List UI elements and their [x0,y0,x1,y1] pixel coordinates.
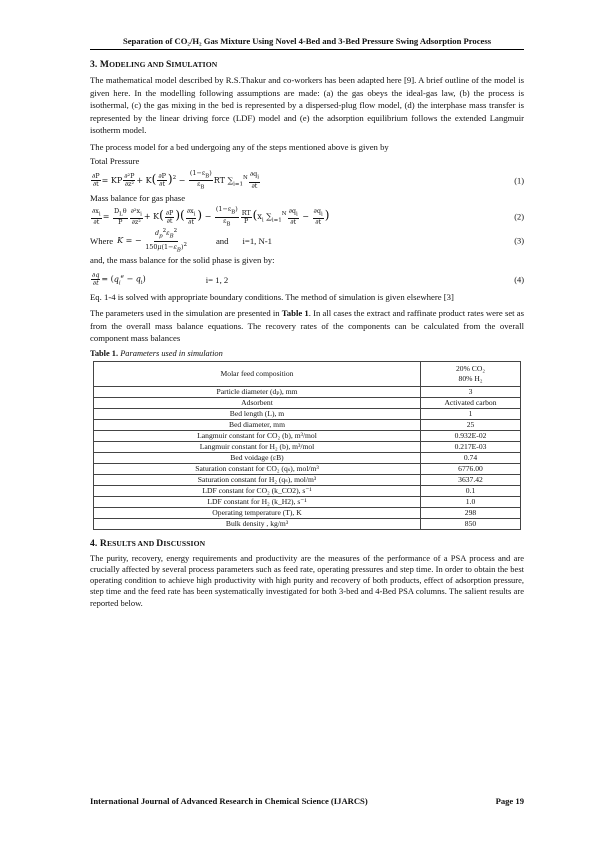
paragraph-model-intro: The mathematical model described by R.S.Thakur and co-workers has been adapted here [9]. A brief outline of the model is given here. In the modelling following assumptions are made: (a) the gas obeys the ideal-gas law, (b) the process is isothermal, (c) the gas mixing in the bed is represented by a dispersed-plug flow model, (d) the interphase mass transfer is represented by the linear driving force (LDF) model and (e) the adsorption equilibrium follows the extended Langmuir isotherm model. [90,75,524,135]
equation-4-formula: $\frac{\partial q}{\partial t}$ = $(q_i^e - q_i)$ [92,271,146,287]
table-cell-value: 298 [421,507,521,518]
equation-3-number: (3) [514,236,524,246]
table-row [94,419,521,430]
equation-2 [90,206,524,228]
section-3-heading: 3. MODELING AND SIMULATION [90,59,218,70]
parameters-table [93,361,521,530]
table-cell-parameter: Bulk density , kg/m³ [94,518,421,529]
discussion-block [90,553,524,609]
footer-page-number: Page 19 [495,796,524,806]
paragraph-results: The purity, recovery, energy requirements and productivity are the measures of the performance of a PSA process and are crucially affected by several process parameters such as feed rate, operating pressures and step time. In order to obtain the best operating condition to achieve high productivity with high purity and recovery of both products, effect of adsorption pressure, step time and the feed rate has been systematically investigated for both 3-bed and 4-Bed PSA columns. The salient results are reported below. [90,552,524,608]
table-cell-value: 6776.00 [421,463,521,474]
table-cell-parameter: Bed voidage (εB) [94,452,421,463]
equation-4 [90,269,524,291]
table-row [94,430,521,441]
equation-3 [90,228,524,254]
table-cell-value: 3637.42 [421,474,521,485]
table-cell-value: 25 [421,419,521,430]
table-cell-parameter: Operating temperature (T), K [94,507,421,518]
equation-1 [90,170,524,192]
label-total-pressure: Total Pressure [90,156,140,166]
table-row [94,507,521,518]
table-row [94,408,521,419]
equation-3-and: and [215,236,229,246]
equation-4-range: i= 1, 2 [205,274,229,285]
table-cell-value: 3 [421,386,521,397]
table-cell-parameter: Saturation constant for CO₂ (qₛ), mol/m³ [94,463,421,474]
table-cell-parameter: Langmuir constant for CO₂ (b), m³/mol [94,430,421,441]
table-cell-parameter: Particle diameter (dₚ), mm [94,386,421,397]
running-head: Separation of CO₂/H₂ Gas Mixture Using Novel 4-Bed and 3-Bed Pressure Swing Adsorption Process [90,36,524,50]
section-4-number: 4. [90,537,98,549]
equation-1-number: (1) [514,176,524,185]
page-footer [90,796,524,806]
table-cell-value: 0.74 [421,452,521,463]
table-row [94,485,521,496]
table-1-caption: Table 1. Parameters used in simulation [90,348,223,358]
table-cell-value [421,361,521,386]
table-cell-parameter: Molar feed composition [94,361,421,386]
table-cell-parameter: Bed length (L), m [94,408,421,419]
paragraph-solid-phase: and, the mass balance for the solid phase is given by: [90,255,275,265]
equation-3-where: Where [90,236,114,246]
table-cell-value: 850 [421,518,521,529]
table-cell-parameter: LDF constant for H₂ (k_H2), s⁻¹ [94,496,421,507]
footer-journal: International Journal of Advanced Research in Chemical Science (IJARCS) [90,796,368,806]
section-4-heading: 4. RESULTS AND DISCUSSION [90,537,206,549]
table-row [94,452,521,463]
equation-2-formula: $\frac{\partial x_i}{\partial t}$ = $\frac{D_L\theta}{P}$ $\frac{\partial^2x_i}{\text{∂z²}}$ + K( $\frac{\partial P}{\partial t}$ )( $\frac{\partial x_i}{\partial t}$ ) − $\frac{(1-\varepsilon_B)}{\varepsilon_B}$ $\frac{RT}{P}$ ($x_i$ $\sum_{i=1}^N$ $\frac{\partial q_i}{\partial t}$ − $\frac{\partial q_i}{\partial t}$ ) [92,205,330,227]
equation-2-number: (2) [514,212,524,222]
table-row [94,518,521,529]
table-cell-value-line: 20% CO₂ [455,363,485,373]
table-cell-value: 0.932E-02 [421,430,521,441]
label-mass-balance-gas: Mass balance for gas phase [90,192,186,203]
equation-3-range: i=1, N-1 [242,236,273,246]
equation-1-formula: $\frac{\partial P}{\partial t}$ = KP $\frac{\text{∂²P}}{\text{∂z²}}$ + K( $\frac{\partial P}{\partial t}$ )$^2$ − $\frac{(1-\varepsilon_B)}{\varepsilon_B}$ RT $\sum_{i=1}^N$ $\frac{\partial q_i}{\partial t}$ [92,168,260,191]
table-cell-parameter: Adsorbent [94,397,421,408]
table-cell-value: 1 [421,408,521,419]
paragraph-process-model: The process model for a bed undergoing any of the steps mentioned above is given by [90,141,389,152]
table-cell-value: 0.217E-03 [421,441,521,452]
table-row [94,496,521,507]
equation-3-formula: K = − $\frac{d_p^2\varepsilon_B^2}{150\mu(1-\varepsilon_B)^2}$ [117,228,187,253]
table-cell-parameter: Langmuir constant for H₂ (b), m³/mol [94,441,421,452]
paragraph-solution-method: Eq. 1-4 is solved with appropriate boundary conditions. The method of simulation is given elsewhere [3] [90,291,454,302]
table-cell-value: Activated carbon [421,397,521,408]
equation-4-number: (4) [514,275,524,284]
table-cell-parameter: LDF constant for CO₂ (k_CO2), s⁻¹ [94,485,421,496]
table-row [94,463,521,474]
table-1-reference: Table 1 [281,308,309,318]
table-cell-value: 0.1 [421,485,521,496]
table-row [94,361,521,386]
table-row [94,386,521,397]
table-cell-parameter: Bed diameter, mm [94,419,421,430]
table-cell-parameter: Saturation constant for H₂ (qₛ), mol/m³ [94,474,421,485]
page-body [90,36,524,613]
table-cell-value-line: 80% H₂ [458,373,483,383]
table-cell-value: 1.0 [421,496,521,507]
table-row [94,474,521,485]
paragraph-parameters: The parameters used in the simulation are presented in Table 1. In all cases the extract and raffinate product rates were set as from the overall mass balance equations. The recovery rates of the components can be calculated from the overall component mass balances [90,308,525,343]
section-3-number: 3. [90,59,98,70]
table-row [94,441,521,452]
table-row [94,397,521,408]
